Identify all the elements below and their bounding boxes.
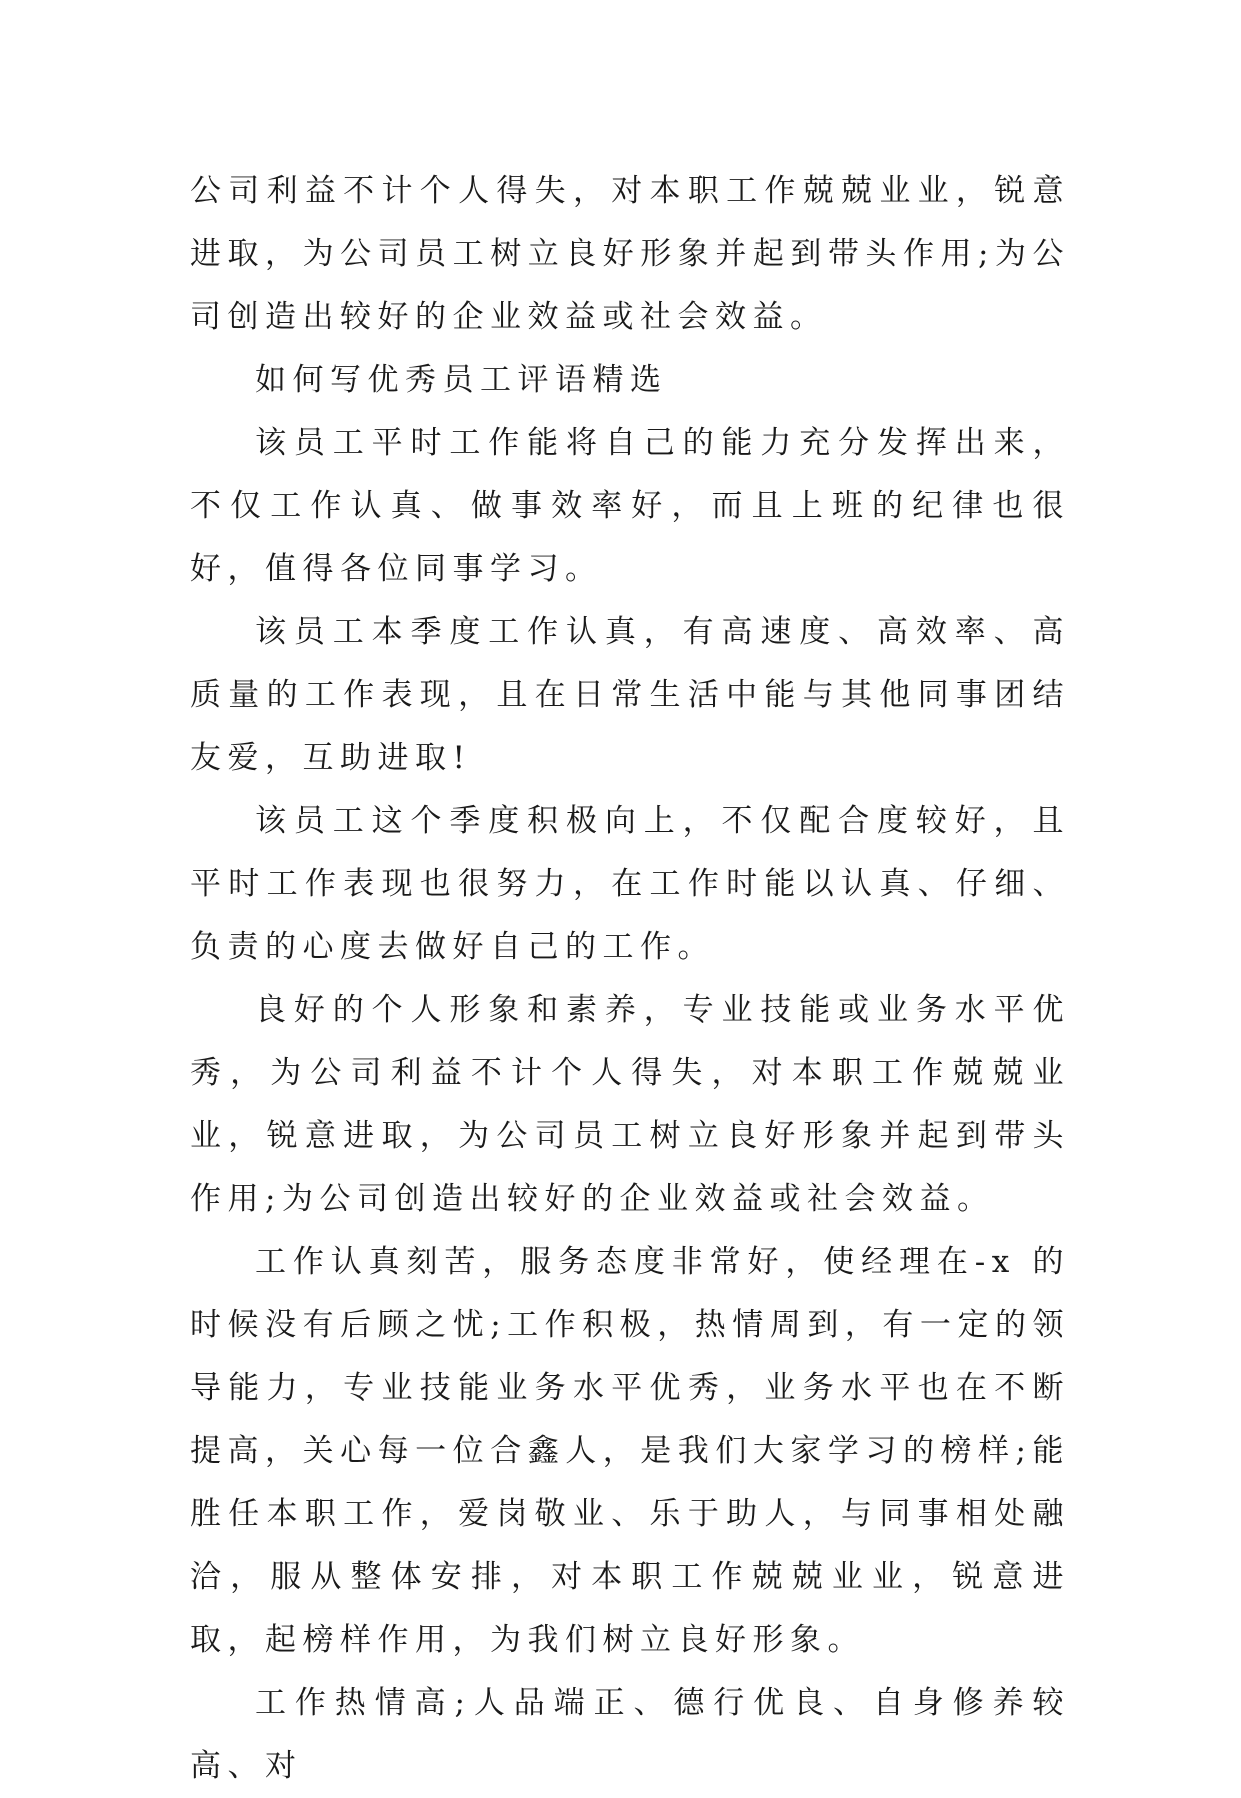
paragraph: 该员工本季度工作认真，有高速度、高效率、高质量的工作表现，且在日常生活中能与其他同事团结友爱，互助进取! (190, 614, 1070, 776)
paragraph: 工作认真刻苦，服务态度非常好，使经理在-x 的时候没有后顾之忧;工作积极，热情周到，有一定的领导能力，专业技能业务水平优秀，业务水平也在不断提高，关心每一位合鑫人，是我们大家学习的榜样;能胜任本职工作，爱岗敬业、乐于助人，与同事相处融洽，服从整体安排，对本职工作兢兢业业，锐意进取，起榜样作用，为我们树立良好形象。 (190, 1244, 1070, 1658)
paragraph: 该员工这个季度积极向上，不仅配合度较好，且平时工作表现也很努力，在工作时能以认真、仔细、负责的心度去做好自己的工作。 (190, 803, 1070, 965)
document-body (190, 160, 1070, 1798)
paragraph: 良好的个人形象和素养，专业技能或业务水平优秀，为公司利益不计个人得失，对本职工作兢兢业业，锐意进取，为公司员工树立良好形象并起到带头作用;为公司创造出较好的企业效益或社会效益。 (190, 992, 1070, 1217)
paragraph-truncated: 工作热情高;人品端正、德行优良、自身修养较高、对 (190, 1685, 1070, 1784)
paragraph: 该员工平时工作能将自己的能力充分发挥出来，不仅工作认真、做事效率好，而且上班的纪律也很好，值得各位同事学习。 (190, 425, 1070, 587)
paragraph-continuation: 公司利益不计个人得失，对本职工作兢兢业业，锐意进取，为公司员工树立良好形象并起到带头作用;为公司创造出较好的企业效益或社会效益。 (190, 173, 1070, 335)
section-heading: 如何写优秀员工评语精选 (255, 362, 668, 398)
